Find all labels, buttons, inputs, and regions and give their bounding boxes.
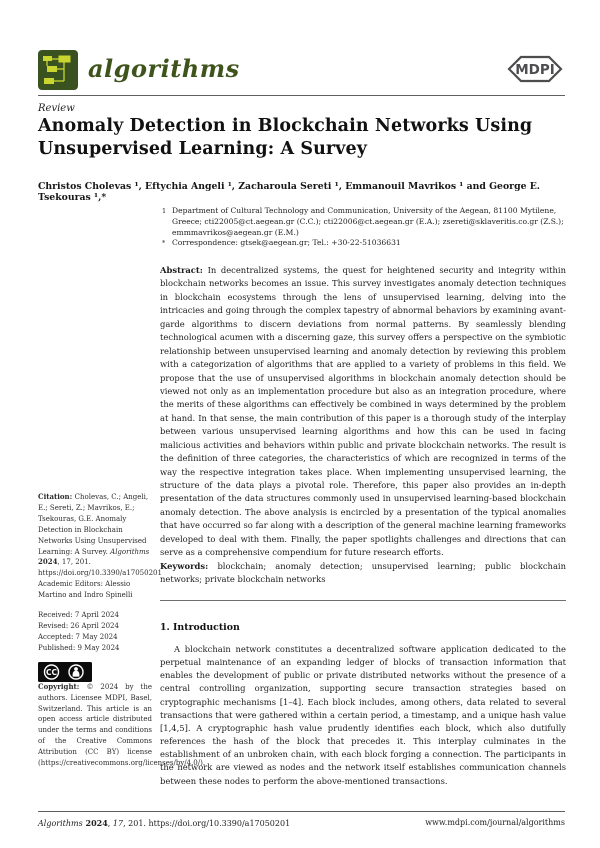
citation-volume-pages: , 17, 201. [57, 558, 91, 567]
footer-journal: Algorithms [38, 819, 83, 828]
citation-journal: Algorithms [110, 547, 150, 556]
page-footer [38, 818, 565, 828]
citation-year: 2024 [38, 557, 58, 567]
keywords-paragraph [160, 560, 566, 587]
author-line: Christos Cholevas ¹, Eftychia Angeli ¹, Zacharoula Sereti ¹, Emmanouil Mavrikos ¹ and George E. Tsekouras ¹,* [38, 181, 541, 203]
header-divider [38, 95, 565, 96]
academic-editors: Academic Editors: Alessio Martino and Indro Spinelli [38, 580, 133, 600]
cc-by-license-badge-icon[interactable] [38, 662, 92, 682]
abstract-paragraph [160, 264, 566, 560]
affiliation-text: Department of Cultural Technology and Communication, University of the Aegean, 81100 Mytilene, Greece; cti22005@ct.aegean.gr (C.C.); cti22006@ct.aegean.gr (E.A.); zsereti@sklaveritis.co.gr (Z.S.); emmmavrikos@aegean.gr (E.M.) [172, 206, 564, 237]
history-dates [38, 610, 152, 654]
citation-text: Cholevas, C.; Angeli, E.; Sereti, Z.; Mavrikos, E.; Tsekouras, G.E. Anomaly Detection in Blockchain Networks Using Unsupervised Learning: A Survey. [38, 493, 149, 556]
algorithms-logo-icon [38, 50, 78, 90]
article-type-label: Review [38, 103, 75, 114]
footer-citation [38, 818, 290, 828]
keywords-text: blockchain; anomaly detection; unsupervised learning; public blockchain networks; private blockchain networks [160, 560, 567, 585]
keywords-label: Keywords: [160, 560, 218, 571]
section-heading: 1. Introduction [160, 622, 240, 633]
section-paragraph: A blockchain network constitutes a decentralized software application dedicated to the perpetual maintenance of an expanding ledger of blocks of transaction information that enables the development of public or private distributed networks without the presence of a central controlling organization, supporting secure transaction strategies based on cryptographic mechanisms [1–4]. Each block includes, among others, data related to several transactions that were gathered within a certain period, a timestamp, and a unique hash value [1,4,5]. A cryptographic hash value prudently identifies each block, which also dutifully references the hash of the block that precedes it. This interplay culminates in the establishment of an unbroken chain, with each block forging a connection. The participants in the network are viewed as nodes and the network itself establishes communication channels between these nodes to perform the above-mentioned transactions. [160, 643, 566, 786]
footer-sep: , [107, 819, 113, 828]
cc-badge-text: CC [45, 667, 58, 677]
introduction-section [160, 621, 566, 788]
copyright-label: Copyright: [38, 681, 87, 691]
citation-doi-link[interactable]: https://doi.org/10.3390/a17050201 [38, 569, 162, 578]
abstract-text: In decentralized systems, the quest for heightened security and integrity within blockchain networks becomes an issue. This survey investigates anomaly detection techniques in blockchain ecosystems through the lens of unsupervised learning, delving into the intricacies and going through the complex tapestry of abnormal behaviors by examining avant-garde algorithms to discern deviations from normal patterns. By seamlessly blending technological acumen with a discerning gaze, this survey offers a perspective on the symbiotic relationship between unsupervised learning and anomaly detection by reviewing this problem with a categorization of algorithms that are applied to a variety of problems in this field. We propose that the use of unsupervised algorithms in blockchain anomaly detection should be viewed not only as an implementation procedure but also as an integration procedure, where the merits of these algorithms can effectively be combined in ways determined by the problem at hand. In that sense, the main contribution of this paper is a thorough study of the interplay between various unsupervised learning algorithms and how this can be used in facing malicious activities and behaviors within public and private blockchain networks. The result is the definition of three categories, the characteristics of which are recognized in terms of the way the respective integration takes place. When implementing unsupervised learning, the structure of the data plays a pivotal role. Therefore, this paper also provides an in-depth presentation of the data structures commonly used in unsupervised learning-based blockchain anomaly detection. The above analysis is encircled by a presentation of the typical anomalies that have occurred so far along with a description of the general machine learning frameworks developed to deal with them. Finally, the paper spotlights challenges and directions that can serve as a comprehensive compendium for future research efforts. [160, 265, 566, 558]
page-title: Anomaly Detection in Blockchain Networks Using Unsupervised Learning: A Survey [38, 116, 533, 160]
footer-year: 2024 [82, 818, 108, 828]
correspondence-text[interactable]: Correspondence: gtsek@aegean.gr; Tel.: +30-22-51036631 [172, 238, 401, 248]
copyright-block [38, 681, 206, 769]
keywords-divider [160, 600, 566, 601]
abstract-label: Abstract: [160, 265, 208, 275]
affiliation-row [162, 206, 566, 238]
received-date: Received: 7 April 2024 [38, 611, 119, 620]
accepted-date: Accepted: 7 May 2024 [38, 632, 118, 641]
citation-label: Citation: [38, 492, 75, 501]
correspondence-marker: * [162, 239, 166, 248]
correspondence-row [162, 238, 566, 249]
abstract-column [160, 264, 566, 601]
mdpi-logo [505, 53, 565, 85]
footer-doi-link[interactable]: , 201. https://doi.org/10.3390/a17050201 [123, 819, 291, 828]
footer-volume: 17 [112, 819, 124, 828]
citation-block [38, 492, 162, 579]
journal-name: algorithms [88, 54, 240, 83]
revised-date: Revised: 26 April 2024 [38, 621, 119, 630]
published-date: Published: 9 May 2024 [38, 643, 120, 652]
affiliation-marker: 1 [162, 207, 167, 215]
footer-divider [38, 811, 565, 812]
mdpi-logo-text: MDPI [515, 62, 555, 78]
copyright-text: © 2024 by the authors. Licensee MDPI, Basel, Switzerland. This article is an open access article distributed under the terms and conditions of the Creative Commons Attribution (CC BY) license (https://creativecommons.org/licenses/by/4.0/). [38, 682, 206, 768]
affiliations-block [162, 206, 566, 249]
footer-journal-url[interactable]: www.mdpi.com/journal/algorithms [425, 818, 565, 827]
